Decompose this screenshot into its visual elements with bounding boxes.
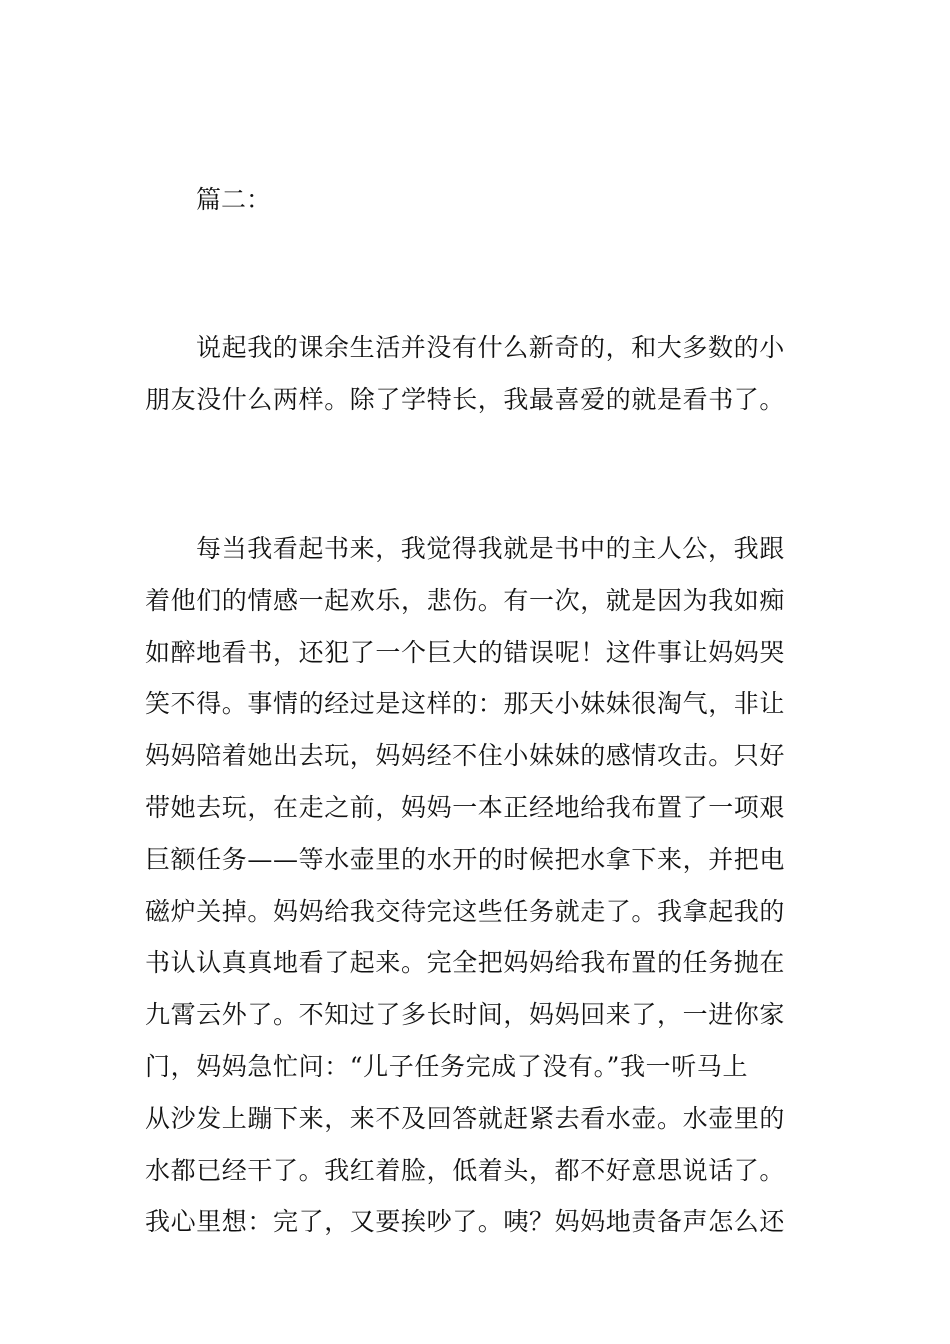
text-line: 从沙发上蹦下来，来不及回答就赶紧去看水壶。水壶里的 bbox=[145, 1103, 786, 1133]
text-line: 巨额任务——等水壶里的水开的时候把水拿下来，并把电 bbox=[145, 844, 786, 874]
text-line: 着他们的情感一起欢乐，悲伤。有一次，就是因为我如痴 bbox=[145, 585, 786, 615]
paragraph bbox=[145, 322, 815, 426]
text-line: 九霄云外了。不知过了多长时间，妈妈回来了，一进你家 bbox=[145, 1000, 786, 1030]
section-heading: 篇二： bbox=[196, 185, 272, 214]
text-line: 妈妈陪着她出去玩，妈妈经不住小妹妹的感情攻击。只好 bbox=[145, 741, 786, 771]
text-line: 书认认真真地看了起来。完全把妈妈给我布置的任务抛在 bbox=[145, 948, 786, 978]
text-line: 水都已经干了。我红着脸，低着头，都不好意思说话了。 bbox=[145, 1155, 786, 1185]
paragraph bbox=[145, 523, 815, 1248]
text-line: 每当我看起书来，我觉得我就是书中的主人公，我跟 bbox=[196, 534, 785, 563]
text-line: 门，妈妈急忙问：“儿子任务完成了没有。”我一听马上 bbox=[145, 1051, 749, 1081]
text-line: 说起我的课余生活并没有什么新奇的，和大多数的小 bbox=[196, 333, 785, 362]
text-line: 如醉地看书，还犯了一个巨大的错误呢！这件事让妈妈哭 bbox=[145, 637, 786, 667]
text-line: 带她去玩，在走之前，妈妈一本正经地给我布置了一项艰 bbox=[145, 792, 786, 822]
text-line: 我心里想：完了，又要挨吵了。咦？妈妈地责备声怎么还 bbox=[145, 1207, 786, 1237]
text-line: 朋友没什么两样。除了学特长，我最喜爱的就是看书了。 bbox=[145, 384, 786, 414]
text-line: 笑不得。事情的经过是这样的：那天小妹妹很淘气，非让 bbox=[145, 689, 786, 719]
text-line: 磁炉关掉。妈妈给我交待完这些任务就走了。我拿起我的 bbox=[145, 896, 786, 926]
